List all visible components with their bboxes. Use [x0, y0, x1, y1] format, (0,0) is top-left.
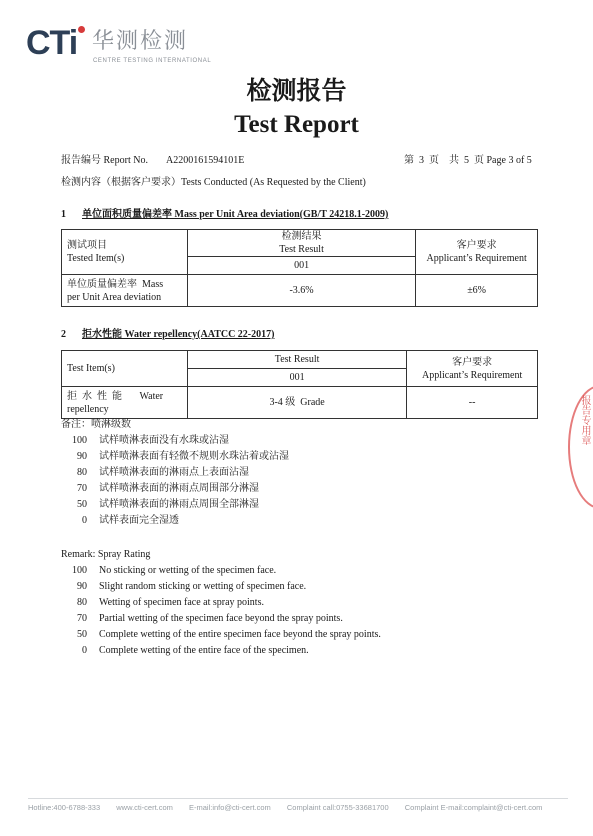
water-repellency-table	[61, 350, 538, 419]
remark-cn-item	[61, 497, 289, 513]
remark-cn-score: 80	[77, 467, 87, 478]
remark-cn-label: 备注：喷淋级数	[61, 419, 131, 430]
table1-head-item-cn: 测试项目	[67, 240, 107, 251]
remark-en-item	[61, 611, 381, 627]
remark-cn-item	[61, 465, 289, 481]
page-info: 第 3 页 共 5 页 Page 3 of 5	[404, 155, 532, 166]
section2-title	[82, 328, 274, 342]
remark-cn-score: 70	[77, 483, 87, 494]
remark-cn-score: 100	[72, 435, 87, 446]
report-title-cn: 检测报告	[246, 76, 347, 105]
table2-head-result: Test Result	[187, 351, 406, 369]
remark-cn-score: 90	[77, 451, 87, 462]
remark-en-score: 80	[77, 597, 87, 608]
remark-cn-text: 试样表面完全湿透	[99, 515, 179, 526]
footer-website: www.cti-cert.com	[116, 803, 173, 812]
remark-cn-text: 试样喷淋表面没有水珠或沾湿	[99, 435, 229, 446]
remark-en-item	[61, 595, 381, 611]
remark-cn-score: 50	[77, 499, 87, 510]
remark-en-text: Wetting of specimen face at spray points.	[99, 597, 264, 608]
report-number-label: 报告编号 Report No.	[61, 155, 148, 166]
table1-row-item	[62, 275, 188, 307]
remark-en-text: Slight random sticking or wetting of specimen face.	[99, 581, 307, 592]
table1-head-requirement	[416, 230, 538, 275]
footer-complaint-email: Complaint E-mail:complaint@cti-cert.com	[404, 803, 543, 812]
tests-conducted: 检测内容（根据客户要求）Tests Conducted (As Requested by the Client)	[61, 177, 366, 188]
remark-cn-item	[61, 449, 289, 465]
remark-en-item	[61, 643, 381, 659]
remark-cn-text: 试样喷淋表面有轻微不规则水珠沾着或沾湿	[99, 451, 289, 462]
report-number: A2200161594101E	[166, 155, 245, 166]
table2-row-item-line2: repellency	[67, 403, 109, 415]
section1-title-cn: 单位面积质量偏差率	[82, 209, 172, 220]
stamp-text: 报告专用章	[579, 395, 590, 445]
logo-brand: CTi	[26, 24, 78, 62]
remark-en-score: 100	[72, 565, 87, 576]
remark-en-item	[61, 563, 381, 579]
footer-email: E-mail:info@cti-cert.com	[189, 803, 271, 812]
table1-head-item	[62, 230, 188, 275]
table2-head-req-cn: 客户要求	[452, 356, 493, 368]
logo-en-name: CENTRE TESTING INTERNATIONAL	[93, 58, 212, 64]
footer	[28, 803, 568, 812]
logo-dot-icon	[78, 26, 85, 33]
remark-en-score: 0	[82, 645, 87, 656]
table2-row-item-line1: 拒 水 性 能 Water	[67, 390, 164, 402]
remark-en-item	[61, 579, 381, 595]
remark-cn-item	[61, 433, 289, 449]
table2-head-item: Test Item(s)	[62, 351, 188, 387]
remark-en-score: 70	[77, 613, 87, 624]
table1-head-result-en: Test Result	[279, 244, 324, 255]
table1-head-result	[187, 230, 415, 257]
remark-en-score: 50	[77, 629, 87, 640]
table1-row-item-line2: per Unit Area deviation	[67, 291, 162, 303]
table1-sample-id: 001	[187, 257, 415, 275]
cti-logo	[26, 24, 226, 68]
logo-cn-name: 华测检测	[92, 29, 189, 54]
remark-en-label: Remark: Spray Rating	[61, 549, 151, 560]
table1-row-result: -3.6%	[187, 275, 415, 307]
table1-head-item-en: Tested Item(s)	[67, 253, 125, 264]
table2-head-requirement	[407, 351, 538, 387]
footer-divider	[28, 798, 568, 799]
table1-row-item-line1: 单位质量偏差率 Mass	[67, 278, 164, 290]
remark-cn-item	[61, 481, 289, 497]
table1-head-result-cn: 检测结果	[281, 231, 322, 242]
remark-en-text: No sticking or wetting of the specimen face.	[99, 565, 277, 576]
table2-head-req-en: Applicant’s Requirement	[422, 369, 523, 381]
section1-title	[82, 208, 388, 222]
remark-cn-text: 试样喷淋表面的淋雨点上表面沾湿	[99, 467, 249, 478]
table1-row-requirement: ±6%	[416, 275, 538, 307]
remark-cn-score: 0	[82, 515, 87, 526]
remark-cn-text: 试样喷淋表面的淋雨点周围全部淋湿	[99, 499, 259, 510]
table2-row-requirement: --	[407, 387, 538, 419]
remark-en-text: Complete wetting of the entire specimen face beyond the spray points.	[99, 629, 381, 640]
table2-sample-id: 001	[187, 369, 406, 387]
remark-en-list	[61, 563, 381, 659]
remark-en-score: 90	[77, 581, 87, 592]
remark-en-text: Complete wetting of the entire face of the specimen.	[99, 645, 309, 656]
table1-head-req-en: Applicant’s Requirement	[426, 253, 527, 264]
remark-cn-list	[61, 433, 289, 529]
footer-complaint-call: Complaint call:0755-33681700	[286, 803, 389, 812]
remark-en-text: Partial wetting of the specimen face beyond the spray points.	[99, 613, 343, 624]
section2-number: 2	[61, 329, 66, 340]
remark-en-item	[61, 627, 381, 643]
remark-cn-text: 试样喷淋表面的淋雨点周围部分淋湿	[99, 483, 259, 494]
mass-deviation-table	[61, 229, 538, 307]
section2-title-cn: 拒水性能	[82, 329, 122, 340]
section1-number: 1	[61, 209, 66, 220]
footer-hotline: Hotline:400-6788-333	[28, 803, 101, 812]
section2-title-en: Water repellency(AATCC 22-2017)	[122, 329, 275, 340]
section1-title-en: Mass per Unit Area deviation(GB/T 24218.1-2009)	[172, 209, 389, 220]
table1-head-req-cn: 客户要求	[456, 240, 497, 251]
table2-row-result: 3-4 级 Grade	[187, 387, 406, 419]
table2-row-item	[62, 387, 188, 419]
report-title-en: Test Report	[234, 111, 359, 138]
remark-cn-item	[61, 513, 289, 529]
